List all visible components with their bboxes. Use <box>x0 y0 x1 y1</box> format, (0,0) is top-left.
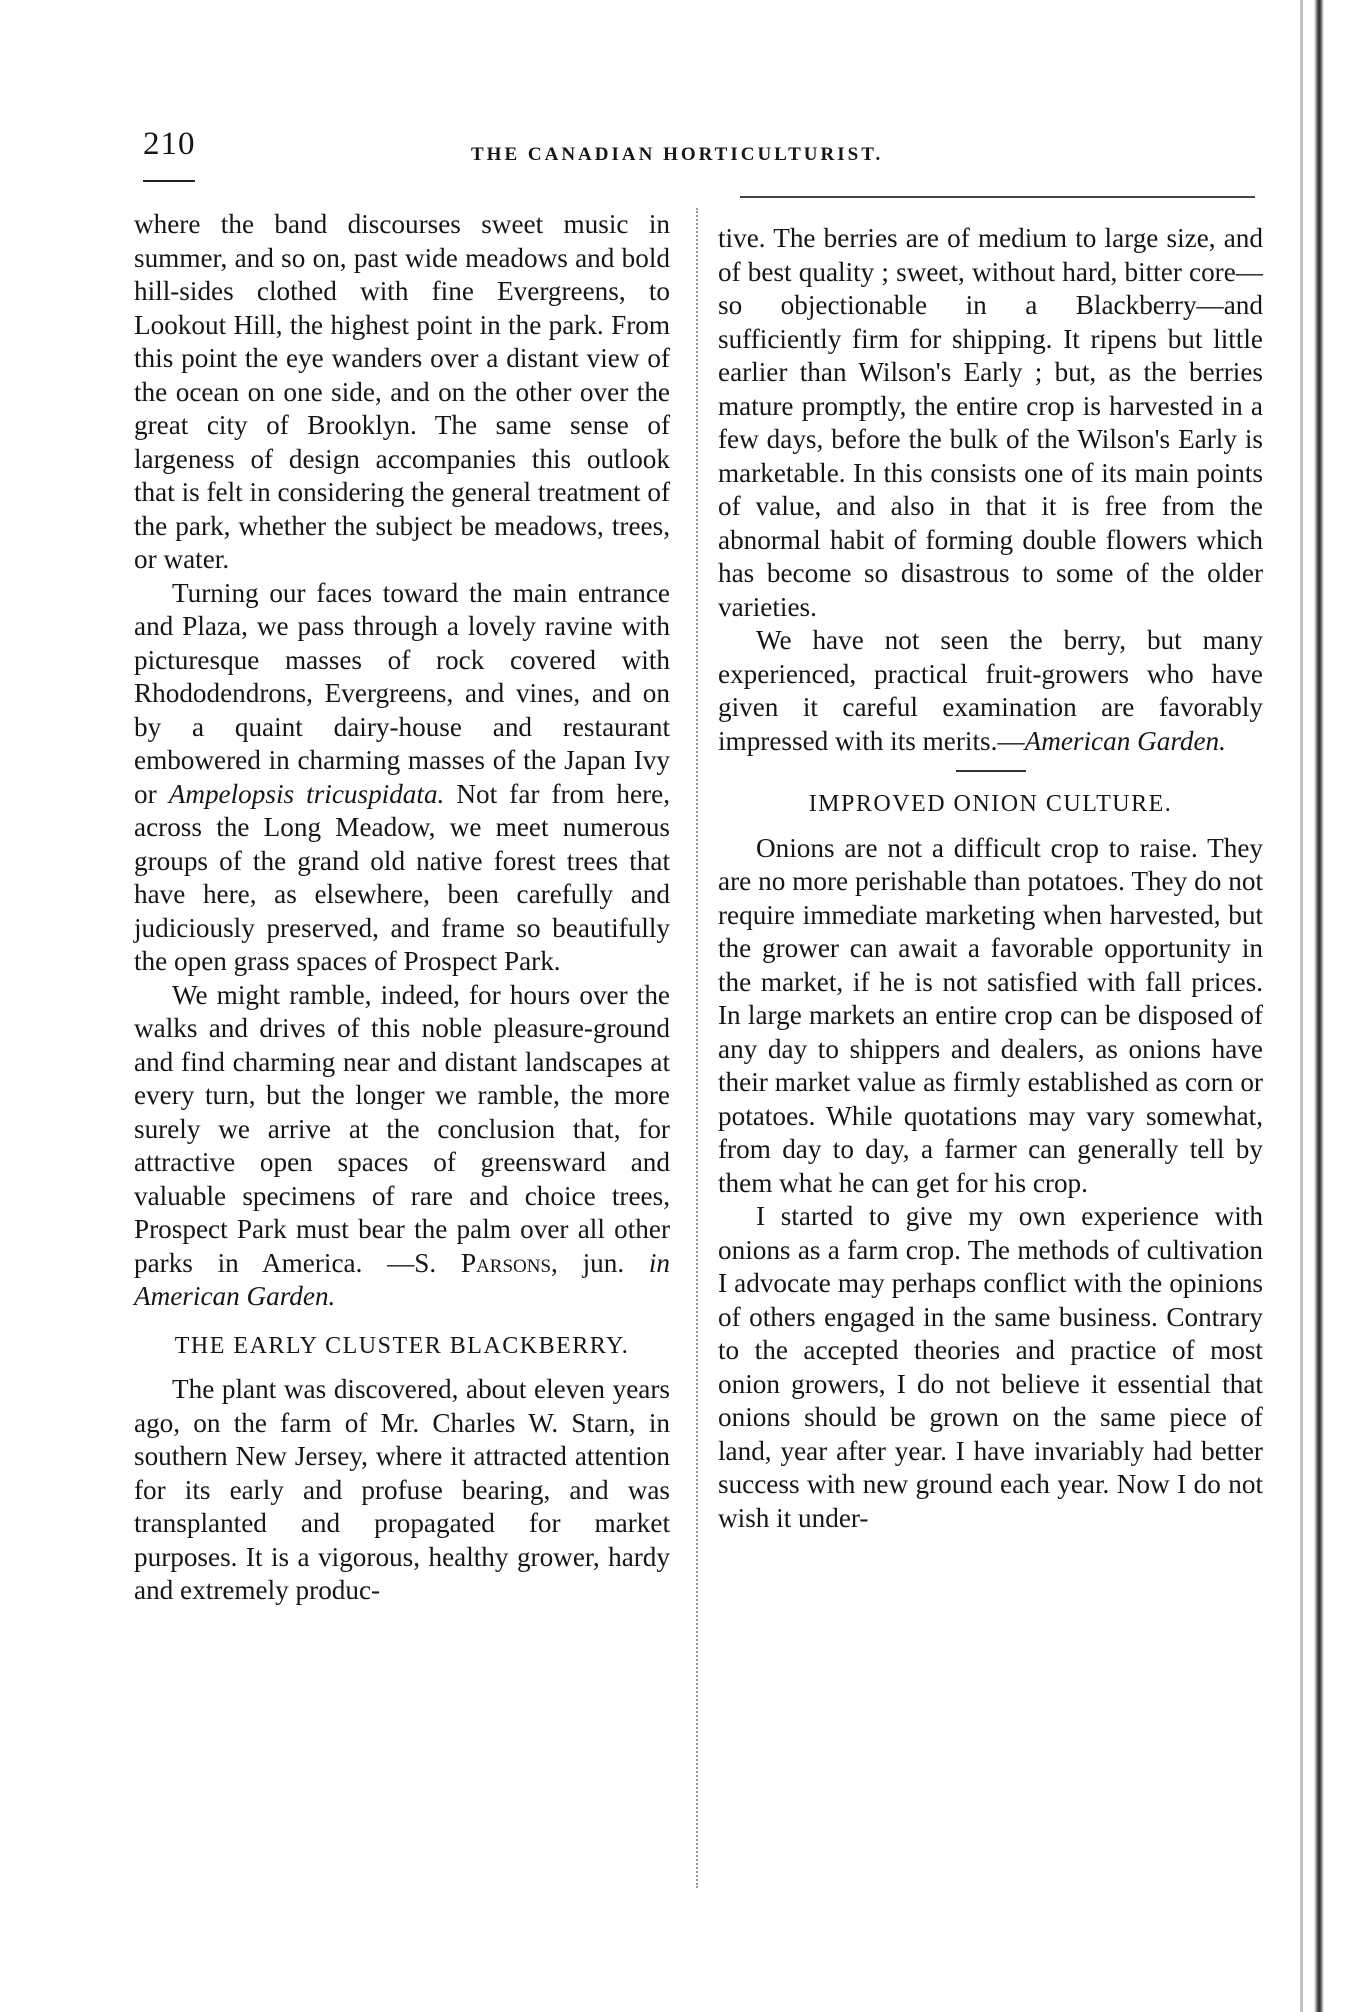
ampelopsis-name: Ampelopsis tricuspidata. <box>168 778 445 809</box>
header-rule-right <box>740 196 1255 198</box>
page-header <box>143 118 1256 178</box>
author-suffix: , jun. <box>551 1247 649 1278</box>
onion-paragraph-1: Onions are not a difficult crop to raise. They are no more perishable than potatoes. They do not require immediate marketing when harvested, but the grower can await a favorable opportunity in the market, if he is not satisfied with fall prices. In large markets an entire crop can be disposed of any day to shippers and dealers, as onions have their market value as firmly established as corn or potatoes. While quotations may vary somewhat, from day to day, a farmer can generally tell by them what he can get for his crop. <box>718 832 1263 1198</box>
park-paragraph-1: where the band discourses sweet music in summer, and so on, past wide meadows and bold hill-sides clothed with fine Evergreens, to Lookout Hill, the highest point in the park. From this point the eye wanders over a distant view of the ocean on one side, and on the other over the great city of Brooklyn. The same sense of largeness of design accompanies this outlook that is felt in considering the general treatment of the park, whether the subject be meadows, trees, or water. <box>134 209 671 574</box>
page-edge-shadow <box>1300 0 1303 2012</box>
header-rule-left <box>143 180 195 182</box>
page-number: 210 <box>143 126 196 162</box>
onion-heading: IMPROVED ONION CULTURE. <box>808 791 1173 817</box>
left-column <box>134 208 670 1608</box>
source-citation: in American Garden. <box>134 1247 670 1311</box>
onion-paragraph-2: I started to give my own experience with onions as a farm crop. The methods of cultivation I advocate may perhaps conflict with the opinions of others engaged in the same business. Contrary to the accepted theories and practice of most onion growers, I do not believe it essential that onions should be grown on the same piece of land, year after year. I have invariably had better success with new ground each year. Now I do not wish it under- <box>718 1201 1263 1533</box>
right-column <box>718 222 1263 1535</box>
park-paragraph-2-text: Turning our faces toward the main entrance and Plaza, we pass through a lovely ravine with picturesque masses of rock covered with Rhododendrons, Evergreens, and vines, and on by a quaint dairy-house and restaurant embowered in charming masses of the Japan Ivy or <box>134 577 670 809</box>
park-paragraph-2 <box>134 577 670 979</box>
running-title: THE CANADIAN HORTICULTURIST. <box>471 144 884 165</box>
park-paragraph-3-text: We might ramble, indeed, for hours over the walks and drives of this noble pleasure-ground and find charming near and distant landscapes at every turn, but the longer we ramble, the more surely we arrive at the conclusion that, for attractive open spaces of greensward and valuable specimens of rare and choice trees, Prospect Park must bear the palm over all other parks in America. —S. <box>134 979 670 1278</box>
author-name: Parsons <box>460 1247 552 1278</box>
blackberry-paragraph-2: tive. The berries are of medium to large size, and of best quality ; sweet, without hard, bitter core—so objectionable in a Blackberry—and sufficiently firm for shipping. It ripens but little earlier than Wilson's Early ; but, as the berries mature promptly, the entire crop is harvested in a few days, before the bulk of the Wilson's Early is marketable. In this consists one of its main points of value, and also in that it is free from the abnormal habit of forming double flowers which has become so disastrous to some of the older varieties. <box>718 223 1263 622</box>
park-paragraph-3 <box>134 979 670 1314</box>
blackberry-paragraph-3 <box>718 624 1263 758</box>
column-divider <box>696 208 699 1888</box>
american-garden-citation: American Garden. <box>1024 725 1226 756</box>
blackberry-paragraph-3-text: We have not seen the berry, but many experienced, practical fruit-growers who have given it careful examination are favorably impressed with its merits.— <box>718 625 1263 756</box>
park-paragraph-2-rest: Not far from here, across the Long Meadow, we meet numerous groups of the grand old native forest trees that have here, as elsewhere, been carefully and judiciously preserved, and frame so beautifully the open grass spaces of Prospect Park. <box>134 778 670 976</box>
blackberry-heading: THE EARLY CLUSTER BLACKBERRY. <box>174 1332 630 1359</box>
book-binding-edge <box>1314 0 1324 2012</box>
blackberry-paragraph-1: The plant was discovered, about eleven years ago, on the farm of Mr. Charles W. Starn, in southern New Jersey, where it attracted attention for its early and profuse bearing, and was transplanted and propagated for market purposes. It is a vigorous, healthy grower, hardy and extremely produc- <box>134 1374 670 1605</box>
section-divider-rule <box>956 770 1026 772</box>
